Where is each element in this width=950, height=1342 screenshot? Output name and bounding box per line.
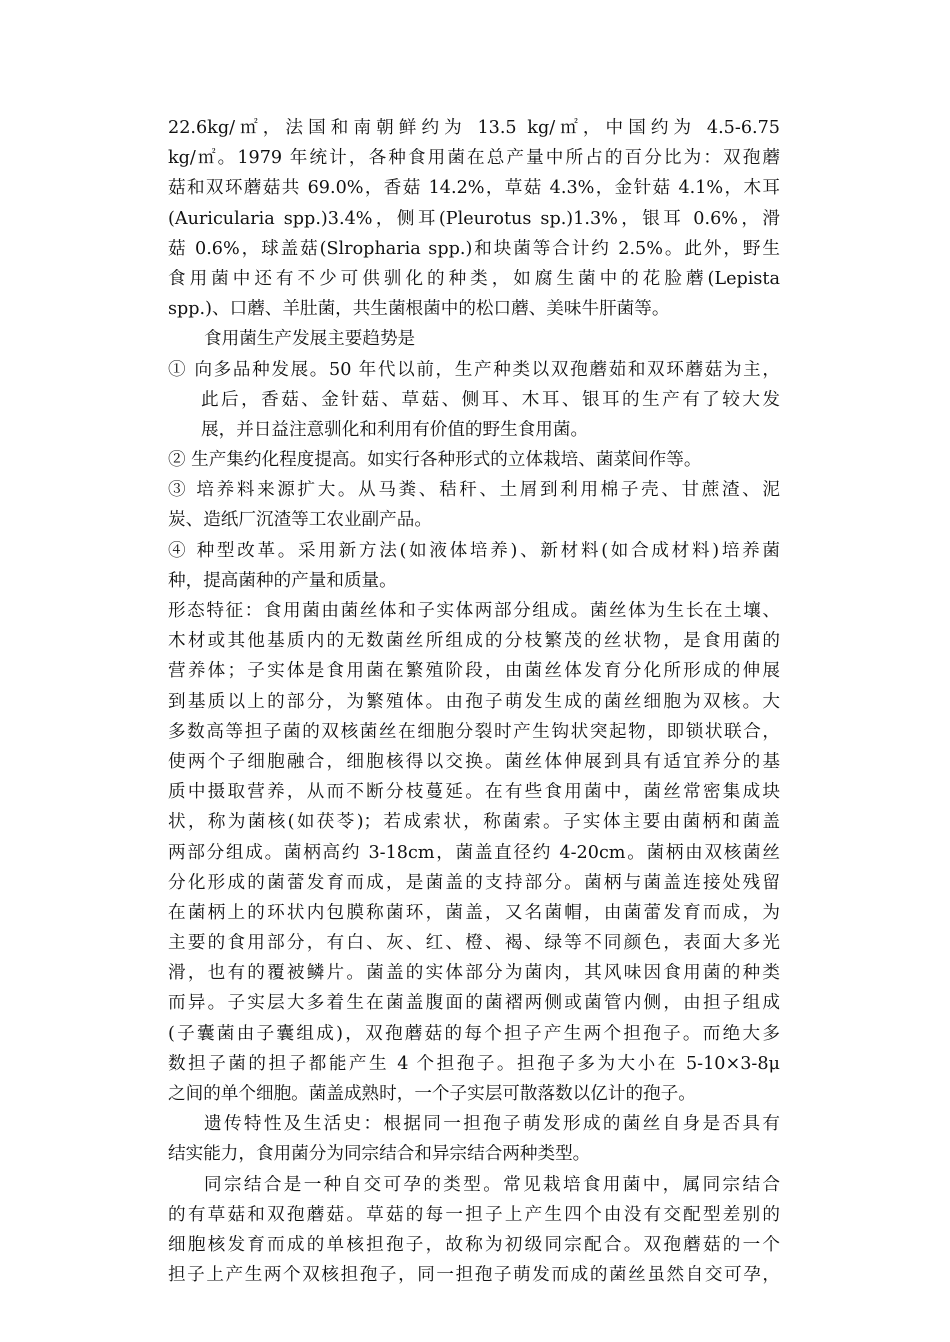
paragraph-line: 形态特征：食用菌由菌丝体和子实体两部分组成。菌丝体为生长在土壤、	[168, 601, 780, 621]
list-item-1-continuation: 展，并日益注意驯化和利用有价值的野生食用菌。	[201, 419, 589, 440]
paragraph-line: 菇和双环蘑菇共 69.0%，香菇 14.2%，草菇 4.3%，金针菇 4.1%，木耳	[168, 178, 780, 199]
paragraph-line: 数担子菌的担子都能产生 4 个担孢子。担孢子多为大小在 5-10×3-8μ	[168, 1053, 780, 1074]
paragraph-line: 分化形成的菌蕾发育而成，是菌盖的支持部分。菌柄与菌盖连接处残留	[168, 872, 780, 893]
paragraph-line: (子囊菌由子囊组成)，双孢蘑菇的每个担子产生两个担孢子。而绝大多	[168, 1023, 780, 1044]
paragraph-line: 多数高等担子菌的双核菌丝在细胞分裂时产生钩状突起物，即锁状联合，	[168, 721, 780, 742]
paragraph-line: 状，称为菌核(如茯苓)；若成索状，称菌索。子实体主要由菌柄和菌盖	[168, 812, 780, 833]
paragraph-line: 遗传特性及生活史：根据同一担孢子萌发形成的菌丝自身是否具有	[204, 1114, 780, 1135]
list-item-1-continuation: 此后，香菇、金针菇、草菇、侧耳、木耳、银耳的生产有了较大发	[201, 389, 780, 410]
paragraph-line: 之间的单个细胞。菌盖成熟时，一个子实层可散落数以亿计的孢子。	[168, 1084, 696, 1104]
paragraph-line: 到基质以上的部分，为繁殖体。由孢子萌发生成的菌丝细胞为双核。大	[168, 691, 780, 712]
paragraph-line: 而异。子实层大多着生在菌盖腹面的菌褶两侧或菌管内侧，由担子组成	[168, 993, 780, 1014]
list-item-3-continuation: 炭、造纸厂沉渣等工农业副产品。	[168, 510, 432, 531]
paragraph-line: 担子上产生两个双核担孢子，同一担孢子萌发而成的菌丝虽然自交可孕，	[168, 1265, 780, 1286]
paragraph-line: 22.6kg/㎡，法国和南朝鲜约为 13.5 kg/㎡，中国约为 4.5-6.75	[168, 118, 780, 138]
paragraph-line: (Auricularia spp.)3.4%，侧耳(Pleurotus sp.)1.3%，银耳 0.6%，滑	[168, 208, 780, 229]
list-item-1: ① 向多品种发展。50 年代以前，生产种类以双孢蘑茹和双环蘑菇为主，	[168, 359, 780, 380]
paragraph-line: 结实能力，食用菌分为同宗结合和异宗结合两种类型。	[168, 1144, 591, 1165]
paragraph-line: 主要的食用部分，有白、灰、红、橙、褐、绿等不同颜色，表面大多光	[168, 933, 780, 954]
paragraph-line: 食用菌中还有不少可供驯化的种类，如腐生菌中的花脸蘑(Lepista	[168, 268, 780, 289]
paragraph-line: 两部分组成。菌柄高约 3-18cm，菌盖直径约 4-20cm。菌柄由双核菌丝	[168, 842, 780, 863]
paragraph-line: 在菌柄上的环状内包膜称菌环，菌盖，又名菌帽，由菌蕾发育而成，为	[168, 902, 780, 923]
list-item-4-continuation: 种，提高菌种的产量和质量。	[168, 570, 397, 591]
list-item-2: ② 生产集约化程度提高。如实行各种形式的立体栽培、菌菜间作等。	[168, 450, 702, 471]
paragraph-line: 质中摄取营养，从而不断分枝蔓延。在有些食用菌中，菌丝常密集成块	[168, 782, 780, 803]
document-page	[168, 113, 780, 1290]
paragraph-line: 营养体；子实体是食用菌在繁殖阶段，由菌丝体发育分化所形成的伸展	[168, 661, 780, 682]
paragraph-line: 滑，也有的覆被鳞片。菌盖的实体部分为菌肉，其风味因食用菌的种类	[168, 963, 780, 984]
paragraph-line: 使两个子细胞融合，细胞核得以交换。菌丝体伸展到具有适宜养分的基	[168, 751, 780, 772]
paragraph-line: 细胞核发育而成的单核担孢子，故称为初级同宗配合。双孢蘑菇的一个	[168, 1234, 780, 1255]
paragraph-line: 木材或其他基质内的无数菌丝所组成的分枝繁茂的丝状物，是食用菌的	[168, 631, 780, 652]
paragraph-line: kg/㎡。1979 年统计，各种食用菌在总产量中所占的百分比为：双孢蘑	[168, 148, 780, 169]
list-item-4: ④ 种型改革。采用新方法(如液体培养)、新材料(如合成材料)培养菌	[168, 540, 780, 561]
paragraph-line: 的有草菇和双孢蘑菇。草菇的每一担子上产生四个由没有交配型差别的	[168, 1204, 780, 1225]
section-heading: 食用菌生产发展主要趋势是	[204, 329, 416, 350]
paragraph-line: 菇 0.6%，球盖菇(Slropharia spp.)和块菌等合计约 2.5%。此外，野生	[168, 238, 780, 259]
paragraph-line: spp.)、口蘑、羊肚菌，共生菌根菌中的松口蘑、美味牛肝菌等。	[168, 299, 670, 320]
paragraph-line: 同宗结合是一种自交可孕的类型。常见栽培食用菌中，属同宗结合	[204, 1174, 780, 1195]
list-item-3: ③ 培养料来源扩大。从马粪、秸秆、土屑到利用棉子壳、甘蔗渣、泥	[168, 480, 780, 501]
